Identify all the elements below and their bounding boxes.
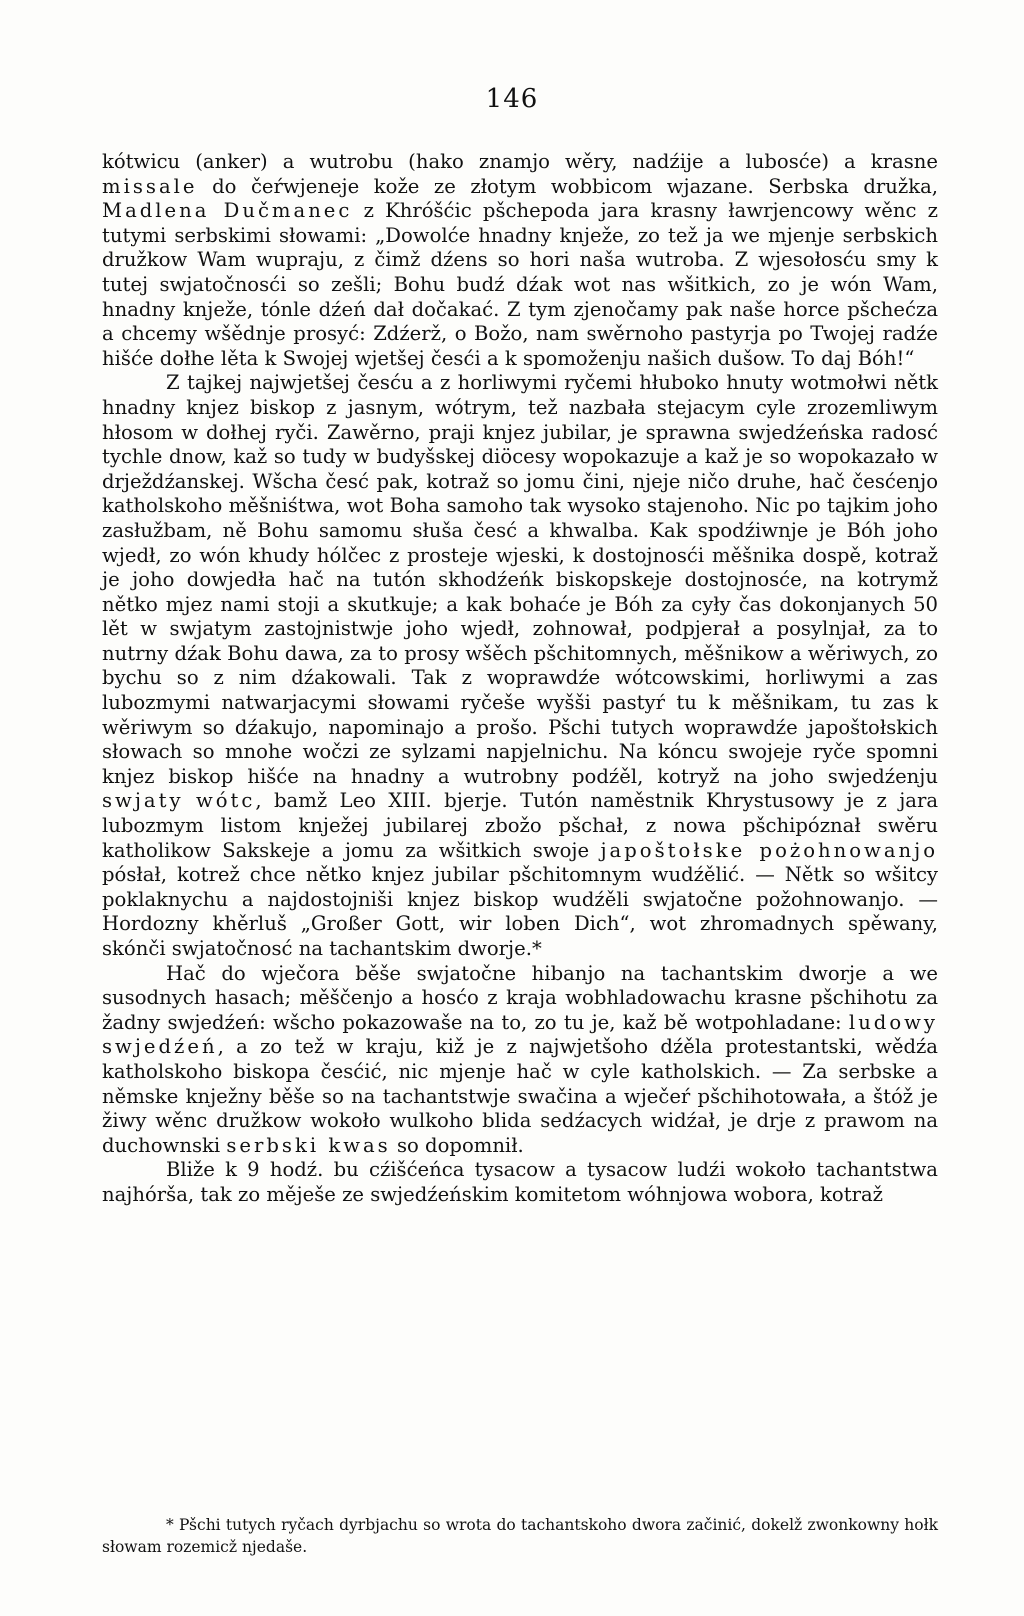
text-run: z Khróšćic pšchepoda jara krasny ławrjencowy wěnc z tutymi serbskimi słowami: „Dowolće hnadny knježe, zo tež ja we mjenje serbskich družkow Wam wupraju, z čimž dźens so hori naša wutroba. Z wjesołosću smy k tutej swjatočnosći so zešli; Bohu budź dźak wot nas wšitkich, zo je wón Wam, hnadny knježe, tónle dźeń dał dočakać. Z tym zjenočamy pak naše horce pšchećza a chcemy wšědnje prosyć: Zdźerž, o Božo, nam swěrnoho pastyrja po Twojej radźe hišće dołhe lěta k Swojej wjetšej česći a k spomoženju našich dušow. To daj Bóh!“ xyxy=(102,199,939,370)
spaced-text-run: wótc xyxy=(195,789,256,813)
text-run: , a zo tež w kraju, kiž je z najwjetšoho dźěla protestantski, wědźa katholskoho biskopa česćić, nic mjenje hač w cyle katholskich. — Za serbske a němske knježny běše so na tachantstwje swačina a wječeŕ pšchihotowała, a štóž je žiwy wěnc družkow wokoło wulkoho blida sedźacych widźał, je drje z prawom na duchownski xyxy=(102,1035,938,1157)
text-run xyxy=(184,789,196,812)
paragraph-1 xyxy=(102,150,938,371)
text-run: kótwicu (anker) a wutrobu (hako znamjo wěry, nadźije a lubosće) a krasne xyxy=(102,150,938,173)
text-run: do čeŕwjeneje kože ze złotym wobbicom wjazane. Serbska družka, xyxy=(197,174,938,198)
footnote xyxy=(102,1514,938,1558)
text-run: Hač do wječora běše swjatočne hibanjo na tachantskim dworje a we susodnych hasach; měščenjo a hosćo z kraja wobhladowachu krasne pšchihotu za žadny swjedźeń: wšcho pokazowaše na to, zo tu je, kaž bě wotpohladane: xyxy=(102,961,938,1034)
paragraph-4 xyxy=(102,1158,938,1207)
spaced-text-run: missale xyxy=(102,174,198,198)
page-number: 146 xyxy=(485,84,539,114)
text-run: Bliže k 9 hodź. bu cźišćeńca tysacow a tysacow ludźi wokoło tachantstwa najhórša, tak zo měješe ze swjedźeńskim komitetom wóhnjowa wobora, kotraž xyxy=(102,1158,938,1206)
text-run: pósłał, kotrež chce nětko knjez jubilar pšchitomnym wudźělić. — Nětk so wšitcy poklaknychu a najdostojniši knjez biskop wudźěli swjatočne požohnowanjo. — Hordozny khěrluš „Großer Gott, wir loben Dich“, wot zhromadnych spěwany, skónči swjatočnosć na tachantskim dworje.* xyxy=(102,863,938,960)
body-text xyxy=(102,150,938,1208)
paragraph-2 xyxy=(102,371,938,961)
text-run: so dopomnił. xyxy=(390,1133,524,1157)
footnote-text: * Pšchi tutych ryčach dyrbjachu so wrota do tachantskoho dwora začinić, dokelž zwonkowny hołk słowam rozemicž njedaše. xyxy=(102,1516,938,1556)
spaced-text-run: Madlena Dučmanec xyxy=(102,199,353,223)
text-run: , bamž Leo XIII. bjerje. Tutón naměstnik Khrystusowy je z jara lubozmym listom knježej jubilarej zbožo pšchał, z nowa pšchipóznał swěru katholikow Sakskeje a jomu za wšitkich swoje xyxy=(102,789,938,862)
text-run: Z tajkej najwjetšej česću a z horliwymi ryčemi hłuboko hnuty wotmołwi nětk hnadny knjez biskop z jasnym, wótrym, tež nazbała stejacym cyle zrozemliwym hłosom w dołhej ryči. Zawěrno, praji knjez jubilar, je sprawna swjedźeńska radosć tychle dnow, kaž so tudy w budyšskej diöcesy wopokazuje a kaž je so wopokazało w drježdźanskej. Wšcha česć pak, kotraž so jomu čini, njeje ničo druhe, hač česćenjo katholskoho měšniśtwa, wot Boha samoho tak wysoko stajenoho. Nic po tajkim joho zasłužbam, ně Bohu samomu słuša česć a khwalba. Kak spodźiwnje je Bóh joho wjedł, zo wón khudy hólčec z prosteje wjeski, k dostojnosći měšnika dospě, kotraž je joho dowjedła hač na tutón skhodźeńk biskopskeje dostojnosće, na kotrymž nětko mjez nami stoji a skutkuje; a kak bohaće je Bóh za cyły čas dokonjanych 50 lět w swjatym zastojnistwje joho wjedł, zohnował, podpjerał a posylnjał, za to nutrny dźak Bohu dawa, za to prosy wšěch pšchitomnych, měšnikow a wěriwych, zo bychu so z nim dźakowali. Tak z woprawdźe wótcowskimi, horliwymi a zas lubozmymi natwarjacymi słowami ryčeše wyšši pastyŕ tu k měšnikam, tu zas k wěriwym so dźakujo, napominajo a prošo. Pšchi tutych woprawdźe japoštołskich słowach so mnohe wočzi ze sylzami napjelnichu. Na kóncu swojeje ryče spomni knjez biskop hišće na hnadny a wutrobny podźěl, kotryž na joho swjedźenju xyxy=(102,371,938,788)
paragraph-3 xyxy=(102,962,938,1159)
spaced-text-run: swjaty xyxy=(102,789,184,813)
spaced-text-run: ludowy swjedźeń xyxy=(102,1010,938,1059)
spaced-text-run: serbski kwas xyxy=(226,1133,391,1157)
spaced-text-run: japoštołske pożohnowanjo xyxy=(600,838,938,862)
